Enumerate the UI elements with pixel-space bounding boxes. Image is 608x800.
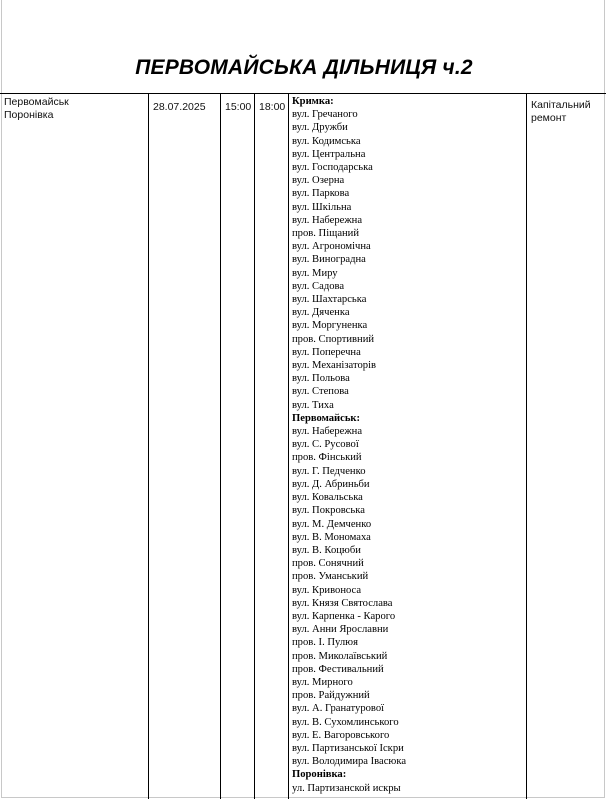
street-item: вул. Миру	[292, 267, 338, 279]
page-title: ПЕРВОМАЙСЬКА ДІЛЬНИЦЯ ч.2	[135, 56, 473, 79]
street-item: пров. Фінський	[292, 452, 362, 464]
street-item: вул. В. Мономаха	[292, 531, 371, 543]
column-divider-date	[220, 93, 221, 799]
street-item: вул. В. Коцюби	[292, 544, 361, 556]
work-type-line: Капітальний	[531, 99, 591, 111]
work-type-cell	[531, 99, 591, 125]
street-item: вул. Моргуненка	[292, 320, 368, 332]
settlement-name: Поронівка	[4, 109, 54, 121]
street-item: пров. Піщаний	[292, 228, 360, 240]
street-item: вул. Мирного	[292, 676, 353, 688]
locality-heading: Первомайськ:	[292, 412, 361, 424]
column-divider-start	[254, 93, 255, 799]
street-item: вул. Озерна	[292, 175, 345, 187]
column-divider-settlement	[148, 93, 149, 799]
street-item: вул. Анни Ярославни	[292, 624, 389, 636]
street-item: вул. Князя Святослава	[292, 597, 393, 609]
street-list	[292, 95, 528, 795]
street-item: вул. Степова	[292, 386, 349, 398]
street-item: пров. Миколаївський	[292, 650, 388, 662]
street-item: вул. Е. Вагоровського	[292, 729, 390, 741]
street-item: вул. Виноградна	[292, 254, 366, 266]
street-item: пров. Райдужний	[292, 690, 370, 702]
street-item: вул. Кривоноса	[292, 584, 362, 596]
street-item: вул. Набережна	[292, 426, 363, 438]
street-item: вул. Механізаторів	[292, 360, 377, 372]
settlement-name: Первомайськ	[4, 96, 69, 108]
street-item: вул. Покровська	[292, 505, 365, 517]
start-time-cell: 15:00	[225, 101, 252, 113]
street-item: вул. Партизанської Іскри	[292, 742, 404, 754]
settlement-cell	[4, 96, 69, 122]
street-item: вул. Кодимська	[292, 135, 361, 147]
street-item: ул. Партизанской искры	[292, 782, 401, 794]
street-item: вул. Шкільна	[292, 201, 352, 213]
date-cell: 28.07.2025	[153, 101, 206, 113]
street-item: вул. Ковальська	[292, 492, 363, 504]
street-item: вул. Набережна	[292, 214, 363, 226]
street-item: вул. Карпенка - Карого	[292, 610, 396, 622]
street-item: пров. Фестивальний	[292, 663, 384, 675]
street-item: вул. Дяченка	[292, 307, 350, 319]
street-item: пров. Спортивний	[292, 333, 375, 345]
street-item: вул. Шахтарська	[292, 294, 367, 306]
street-item: вул. М. Демченко	[292, 518, 372, 530]
street-item: вул. Садова	[292, 280, 345, 292]
street-item: вул. Паркова	[292, 188, 350, 200]
street-item: вул. С. Русової	[292, 439, 359, 451]
street-item: вул. Д. Абриньби	[292, 478, 370, 490]
street-item: вул. Поперечна	[292, 346, 361, 358]
street-item: вул. В. Сухомлинського	[292, 716, 399, 728]
locality-heading: Поронівка:	[292, 769, 347, 781]
column-divider-end	[288, 93, 289, 799]
street-item: вул. Дружби	[292, 122, 348, 134]
table-top-border	[0, 93, 606, 94]
locality-heading: Кримка:	[292, 96, 334, 107]
street-item: пров. Сонячний	[292, 558, 364, 570]
street-item: пров. Уманський	[292, 571, 369, 583]
street-item: вул. А. Гранатурової	[292, 703, 385, 715]
work-type-line: ремонт	[531, 112, 567, 124]
street-item: вул. Гречаного	[292, 109, 358, 121]
street-item: вул. Польова	[292, 373, 350, 385]
street-item: вул. Тиха	[292, 399, 334, 411]
street-item: вул. Господарська	[292, 162, 373, 174]
end-time-cell: 18:00	[259, 101, 286, 113]
street-item: вул. Агрономічна	[292, 241, 371, 253]
street-item: вул. Центральна	[292, 148, 366, 160]
street-item: вул. Володимира Івасюка	[292, 756, 407, 768]
street-item: вул. Г. Педченко	[292, 465, 366, 477]
street-item: пров. І. Пулюя	[292, 637, 358, 649]
